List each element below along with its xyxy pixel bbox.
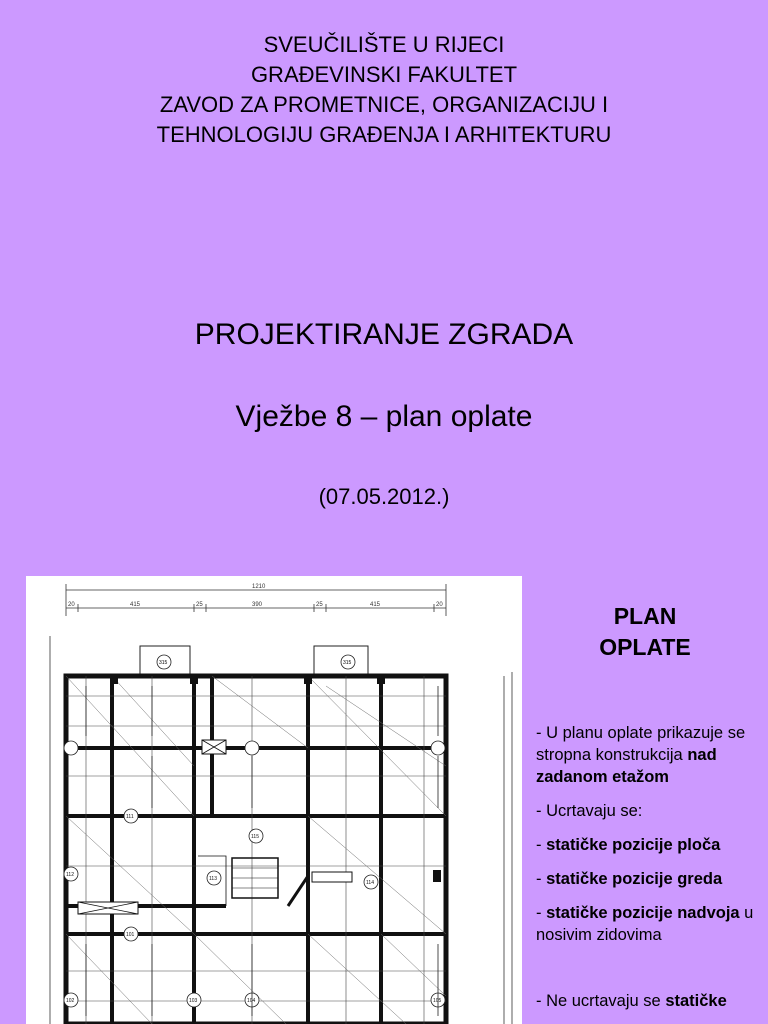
bullet-bold: statičke <box>665 992 727 1010</box>
lintels <box>78 740 352 914</box>
dim-7: 20 <box>436 602 443 608</box>
bullet-bold: statičke pozicije ploča <box>546 836 721 854</box>
dim-5: 25 <box>316 602 323 608</box>
bullet-text: - <box>536 836 547 854</box>
pos-label: 102 <box>66 998 75 1004</box>
heading-line-2: OPLATE <box>599 634 691 660</box>
dim-3: 25 <box>196 602 203 608</box>
plan-oplate-heading <box>575 601 715 663</box>
institution-header <box>0 30 768 150</box>
dimension-lines <box>50 584 512 1024</box>
bullet-text: - Ne ucrtavaju se <box>536 992 666 1010</box>
pos-label: 315 <box>343 660 352 666</box>
pos-label: 103 <box>189 998 198 1004</box>
pos-label: 114 <box>366 880 374 886</box>
bullet-bold: statičke pozicije greda <box>546 870 723 888</box>
position-markers <box>64 741 445 1007</box>
exercise-title: Vježbe 8 – plan oplate <box>235 400 533 433</box>
dim-1: 20 <box>68 602 75 608</box>
pos-label: 113 <box>209 876 217 882</box>
course-title: PROJEKTIRANJE ZGRADA <box>194 318 574 351</box>
bullet-bold: nad zadanom etažom <box>536 746 717 786</box>
bullet-bold: statičke pozicije nadvoja <box>546 904 740 922</box>
pos-label: 115 <box>251 834 259 840</box>
columns <box>110 676 441 882</box>
bullet-text: - U planu oplate prikazuje se stropna konstrukcija <box>536 724 746 764</box>
header-line-department-1: ZAVOD ZA PROMETNICE, ORGANIZACIJU I <box>159 92 609 117</box>
dim-6: 415 <box>370 602 381 608</box>
bullet-item-4 <box>536 868 764 890</box>
slab-diagonals <box>66 676 446 1024</box>
bullet-text: - Ucrtavaju se: <box>536 802 643 820</box>
pos-label: 104 <box>247 998 256 1004</box>
bullet-list <box>536 722 764 1024</box>
header-line-faculty: GRAĐEVINSKI FAKULTET <box>250 62 518 87</box>
pos-label: 315 <box>159 660 168 666</box>
dim-2: 415 <box>130 602 141 608</box>
bullet-item-6 <box>536 990 764 1012</box>
formwork-plan-drawing <box>26 576 522 1024</box>
bullet-item-5 <box>536 902 764 946</box>
bullet-text: u nosivim zidovima <box>536 904 754 944</box>
header-line-department-2: TEHNOLOGIJU GRAĐENJA I ARHITEKTURU <box>156 122 612 147</box>
bullet-text: - <box>536 904 547 922</box>
bullet-item-1 <box>536 722 764 788</box>
header-line-university: SVEUČILIŠTE U RIJECI <box>263 32 505 57</box>
date-text: (07.05.2012.) <box>318 484 450 509</box>
span-arrows <box>86 686 438 1016</box>
dim-4: 390 <box>252 602 263 608</box>
dim-total: 1210 <box>252 584 266 590</box>
pos-label: 112 <box>66 872 74 878</box>
bullet-text: - <box>536 870 547 888</box>
pos-label: 111 <box>126 814 134 820</box>
pos-label: 105 <box>433 998 442 1004</box>
bullet-item-3 <box>536 834 764 856</box>
balcony-boxes <box>140 646 368 676</box>
heading-line-1: PLAN <box>613 603 677 629</box>
pos-label: 101 <box>126 932 135 938</box>
bullet-item-2 <box>536 800 764 822</box>
